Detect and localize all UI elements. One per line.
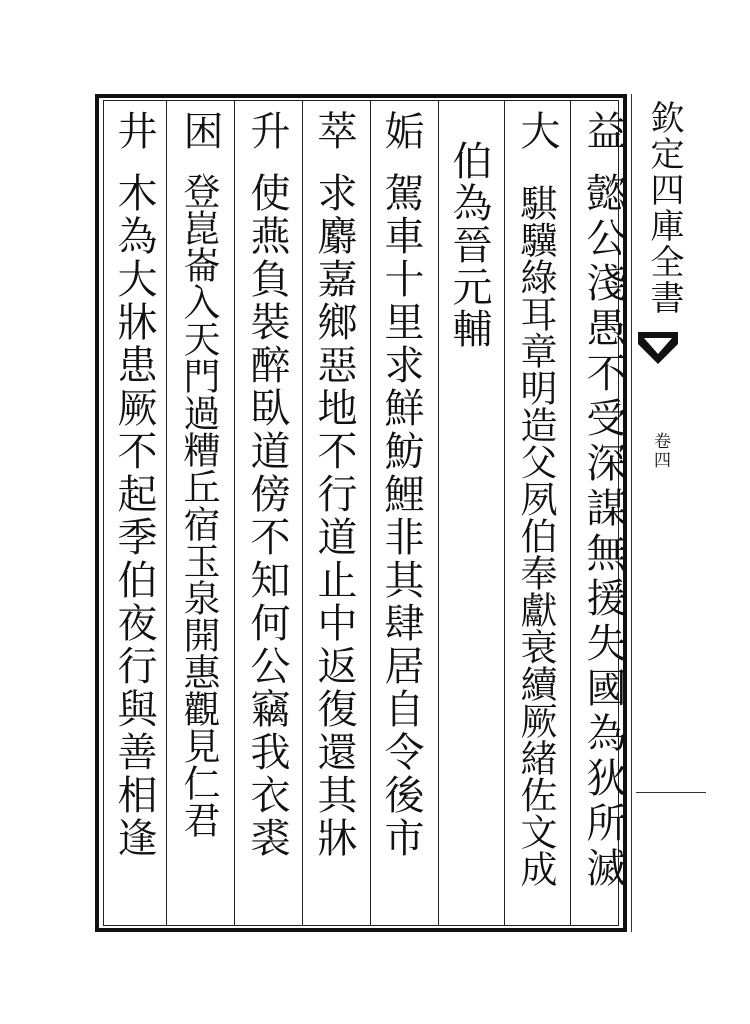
hexagram-head: 困 — [177, 110, 223, 150]
column-divider — [570, 100, 571, 926]
text-column: 騏驥綠耳章明造父夙伯奉獻衰續厥緒佐文成 — [514, 184, 557, 887]
column-divider — [370, 100, 371, 926]
text-column: 求麝嘉鄉惡地不行道止中返復還其牀 — [311, 172, 357, 860]
text-column-continuation: 伯為晉元輔 — [446, 140, 492, 350]
fishtail-mark — [636, 330, 680, 366]
volume-label: 卷四 — [650, 432, 670, 470]
column-divider — [234, 100, 235, 926]
hexagram-head: 姤 — [378, 110, 424, 150]
text-column: 使燕負裝醉臥道傍不知何公竊我衣裘 — [244, 172, 290, 860]
book-title: 欽定四庫全書 — [644, 100, 684, 316]
text-column: 懿公淺愚不受深謀無援失國為狄所滅 — [580, 172, 626, 892]
column-divider — [438, 100, 439, 926]
column-divider — [302, 100, 303, 926]
text-column: 木為大牀患厥不起季伯夜行與善相逢 — [111, 172, 157, 860]
hexagram-head: 益 — [580, 110, 626, 150]
margin-rule — [636, 792, 706, 793]
hexagram-head: 大 — [514, 110, 560, 150]
hexagram-head: 升 — [244, 110, 290, 150]
column-divider — [504, 100, 505, 926]
column-divider — [166, 100, 167, 926]
hexagram-head: 井 — [111, 110, 157, 150]
text-column: 駕車十里求鮮魴鯉非其肆居自令後市 — [378, 172, 424, 860]
hexagram-head: 萃 — [311, 110, 357, 150]
text-column: 登崑崙入天門過糟丘宿玉泉開惠觀見仁君 — [177, 172, 220, 838]
